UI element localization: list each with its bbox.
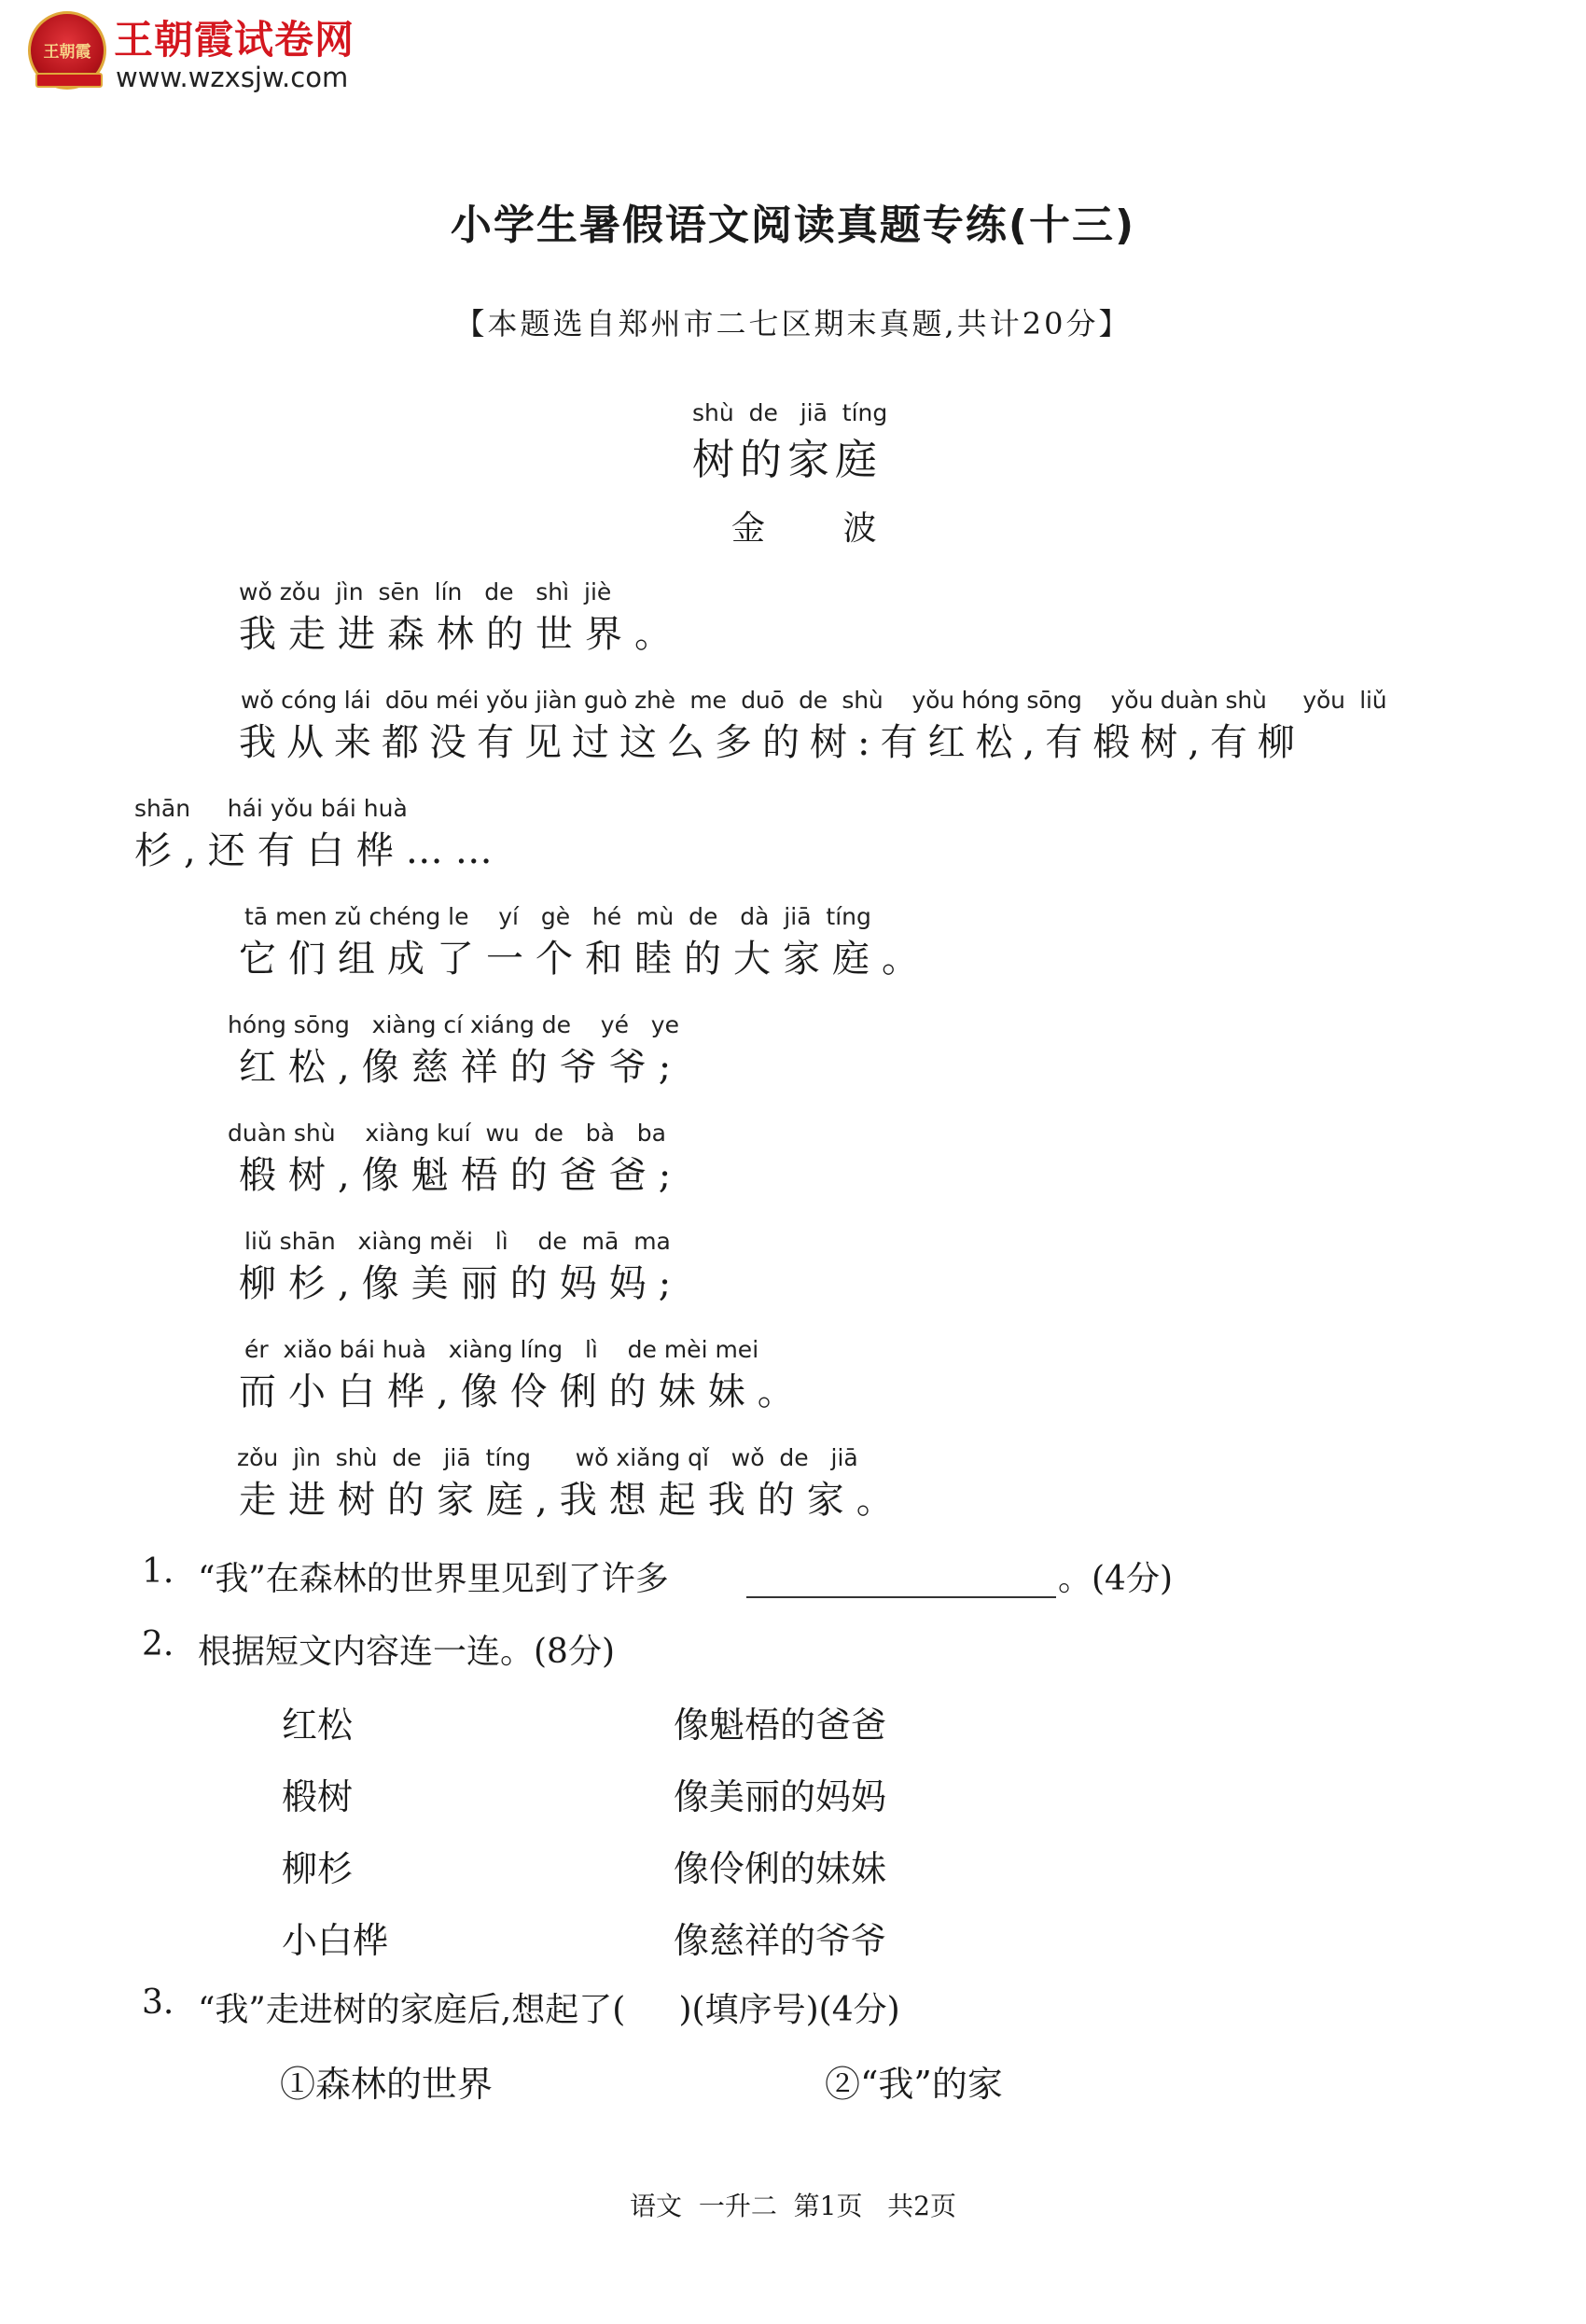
question-2-text: 根据短文内容连一连。(8分) xyxy=(198,1633,615,1671)
poem-line-1: 我走进森林的世界。 xyxy=(239,613,684,656)
site-url[interactable]: www.wzxsjw.com xyxy=(116,62,349,93)
poem-line-4: 它们组成了一个和睦的大家庭。 xyxy=(239,938,931,981)
question-1-text: “我”在森林的世界里见到了许多 xyxy=(198,1560,669,1598)
poem-line-1-pinyin: wǒ zǒu jìn sēn lín de shì jiè xyxy=(239,578,612,605)
page-subtitle: 【本题选自郑州市二七区期末真题,共计20分】 xyxy=(454,306,1132,341)
match-left-item[interactable]: 椴树 xyxy=(282,1776,354,1817)
poem-line-6-pinyin: duàn shù xiàng kuí wu de bà ba xyxy=(228,1120,666,1147)
page-footer: 语文 一升二 第1页 共2页 xyxy=(630,2191,956,2221)
poem-line-6: 椴树,像魁梧的爸爸; xyxy=(239,1154,684,1197)
poem-line-5-pinyin: hóng sōng xiàng cí xiáng de yé ye xyxy=(228,1011,679,1038)
poem-line-7-pinyin: liǔ shān xiàng měi lì de mā ma xyxy=(244,1228,671,1255)
poem-line-5: 红松,像慈祥的爷爷; xyxy=(239,1046,684,1089)
question-3-text: “我”走进树的家庭后,想起了( )(填序号)(4分) xyxy=(198,1991,900,2029)
match-left-item[interactable]: 红松 xyxy=(282,1705,354,1746)
match-right-item[interactable]: 像慈祥的爷爷 xyxy=(674,1920,887,1961)
match-right-item[interactable]: 像魁梧的爸爸 xyxy=(674,1705,887,1746)
question-1-answer-blank[interactable] xyxy=(746,1596,1056,1598)
poem-line-2: 我从来都没有见过这么多的树:有红松,有椴树,有柳 xyxy=(239,721,1305,764)
page-title: 小学生暑假语文阅读真题专练(十三) xyxy=(450,202,1136,249)
poem-line-7: 柳杉,像美丽的妈妈; xyxy=(239,1262,684,1305)
question-3-number: 3. xyxy=(142,1983,174,2022)
poem-line-9: 走进树的家庭,我想起我的家。 xyxy=(239,1479,906,1522)
poem-line-2-pinyin: wǒ cóng lái dōu méi yǒu jiàn guò zhè me duō de shù yǒu hóng sōng yǒu duàn shù yǒu liǔ xyxy=(241,687,1387,714)
poem-line-3: 杉,还有白桦…… xyxy=(134,829,505,872)
match-left-item[interactable]: 柳杉 xyxy=(282,1848,354,1889)
logo-ribbon xyxy=(35,73,103,88)
question-1-number: 1. xyxy=(142,1552,174,1591)
question-3-option-1[interactable]: ①森林的世界 xyxy=(280,2064,494,2105)
poem-line-4-pinyin: tā men zǔ chéng le yí gè hé mù de dà jiā tíng xyxy=(244,903,871,930)
poem-line-8: 而小白桦,像伶俐的妹妹。 xyxy=(239,1371,807,1413)
poem-author: 金 波 xyxy=(731,509,911,548)
poem-title-pinyin: shù de jiā tíng xyxy=(692,399,888,426)
match-right-item[interactable]: 像伶俐的妹妹 xyxy=(674,1848,887,1889)
question-3-option-2[interactable]: ②“我”的家 xyxy=(825,2064,1003,2105)
site-title: 王朝霞试卷网 xyxy=(114,17,355,63)
poem-line-8-pinyin: ér xiǎo bái huà xiàng líng lì de mèi mei xyxy=(244,1336,759,1363)
question-2-number: 2. xyxy=(142,1625,174,1663)
poem-line-3-pinyin: shān hái yǒu bái huà xyxy=(134,795,408,822)
poem-title: 树的家庭 xyxy=(692,435,883,484)
poem-line-9-pinyin: zǒu jìn shù de jiā tíng wǒ xiǎng qǐ wǒ de jiā xyxy=(237,1444,858,1471)
match-left-item[interactable]: 小白桦 xyxy=(282,1920,389,1961)
question-1-score: 。(4分) xyxy=(1058,1560,1173,1598)
logo-badge-emblem: 王朝霞 xyxy=(43,43,91,62)
match-right-item[interactable]: 像美丽的妈妈 xyxy=(674,1776,887,1817)
